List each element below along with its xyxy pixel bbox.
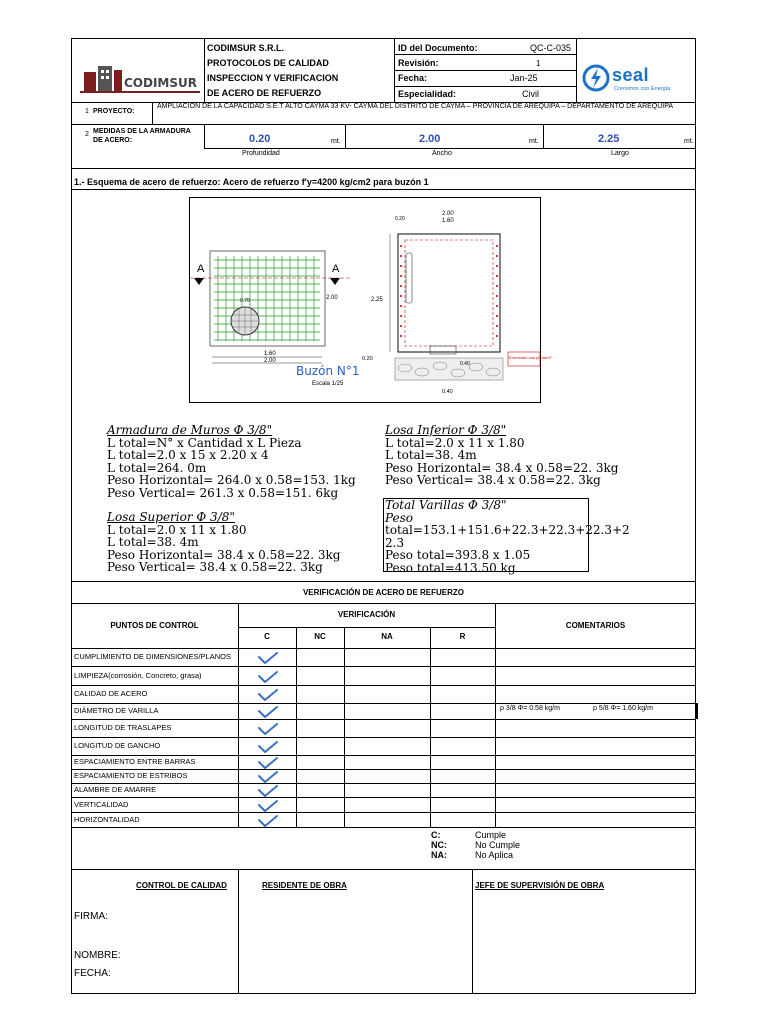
control-point-label: VERTICALIDAD [74, 799, 129, 809]
doc-id-label: ID del Documento: [398, 43, 478, 53]
measures-num: 2 [85, 131, 89, 138]
sig-supervisor: JEFE DE SUPERVISIÓN DE OBRA [475, 881, 605, 890]
control-point-label: DIÁMETRO DE VARILLA [74, 706, 159, 715]
sig-fecha: FECHA: [74, 968, 111, 979]
doc-id-value: QC-C-035 [530, 43, 572, 53]
calc-inferior-title: Losa Inferior Φ 3/8" [385, 423, 507, 437]
sig-firma: FIRMA: [74, 911, 108, 922]
legend-c-key: C: [431, 830, 441, 840]
section-width-2: 1.60 [442, 218, 454, 224]
calc-total-l1: Peso [385, 510, 414, 525]
control-point-label: ESPACIAMIENTO DE ESTRIBOS [74, 771, 188, 780]
control-point-label: LONGITUD DE TRASLAPES [74, 723, 172, 732]
project-num: 1 [85, 108, 89, 115]
calc-total-l4: Peso total=393.8 x 1.05 [385, 548, 531, 563]
check-icon[interactable] [258, 671, 278, 683]
calc-total [385, 499, 630, 575]
col-na: NA [381, 632, 393, 641]
calc-muros-l3: L total=264. 0m [107, 460, 207, 475]
buzon-title: Buzón N°1 [296, 364, 360, 378]
calc-total-l3: 2.3 [385, 535, 405, 550]
control-point-label: ALAMBRE DE AMARRE [74, 785, 157, 794]
section-width-1: 2.00 [442, 211, 454, 217]
calc-muros-l5: Peso Vertical= 261.3 x 0.58=151. 6kg [107, 485, 339, 500]
depth-label: Profundidad [242, 150, 280, 157]
calc-inferior-l2: L total=38. 4m [385, 448, 477, 463]
codimsur-logo-text: CODIMSUR [124, 76, 198, 90]
buzon-scale: Escala 1/25 [312, 381, 344, 387]
seal-name: seal [612, 65, 650, 85]
revision-value: 1 [536, 59, 541, 68]
calc-inferior [385, 424, 618, 487]
comment-rho38: ρ 3/8 Φ= 0.58 kg/m [500, 705, 560, 712]
legend-c-val: Cumple [475, 830, 507, 840]
measures-label-2: DE ACERO: [93, 137, 133, 144]
rebar-drawing [189, 197, 553, 403]
calc-inferior-l4: Peso Vertical= 38.4 x 0.58=22. 3kg [385, 473, 601, 488]
width-value: 2.00 [419, 133, 441, 145]
col-points: PUNTOS DE CONTROL [110, 621, 199, 630]
col-c: C [264, 632, 270, 641]
section-side: 0.40 [460, 361, 470, 367]
calc-muros-l1: L total=N° x Cantidad x L Pieza [107, 435, 302, 450]
col-verif: VERIFICACIÓN [337, 610, 396, 619]
col-nc: NC [314, 632, 326, 641]
sig-qc: CONTROL DE CALIDAD [136, 881, 227, 890]
control-point-label: CUMPLIMIENTO DE DIMENSIONES/PLANOS [74, 652, 231, 661]
header-line-4: DE ACERO DE REFUERZO [207, 88, 322, 98]
header-line-2: PROTOCOLOS DE CALIDAD [207, 58, 329, 68]
verification-title: VERIFICACIÓN DE ACERO DE REFUERZO [302, 588, 465, 597]
project-value: AMPLIACION DE LA CAPACIDAD S.E.T ALTO CAYMA 33 KV- CAYMA DEL DISTRITO DE CAYMA – PROVINCIA DE AREQUIPA – DEPARTAMENTO DE AREQUIPA [157, 103, 674, 110]
length-label: Largo [611, 150, 629, 157]
section-mark-left: A [197, 263, 205, 275]
col-comments: COMENTARIOS [565, 621, 626, 630]
calc-superior-l1: L total=2.0 x 11 x 1.80 [107, 522, 247, 537]
seal-tagline: Crecemos con Energía [614, 86, 671, 92]
check-icon[interactable] [258, 706, 278, 718]
calc-muros-title: Armadura de Muros Φ 3/8" [107, 423, 273, 437]
plan-width-1: 1.60 [264, 351, 276, 357]
calc-inferior-l3: Peso Horizontal= 38.4 x 0.58=22. 3kg [385, 460, 619, 475]
check-icon[interactable] [258, 652, 278, 664]
calc-muros-l2: L total=2.0 x 15 x 2.20 x 4 [107, 448, 269, 463]
specialty-value: Civil [522, 89, 539, 99]
project-label: PROYECTO: [93, 108, 135, 115]
section-base: 0.40 [442, 389, 453, 395]
calc-superior [107, 511, 340, 574]
check-icon[interactable] [258, 741, 278, 753]
calc-superior-title: Losa Superior Φ 3/8" [107, 510, 235, 524]
control-point-label: LIMPIEZA(corrosión, Concreto, grasa) [74, 670, 202, 680]
revision-label: Revisión: [398, 58, 439, 68]
calc-superior-l3: Peso Horizontal= 38.4 x 0.58=22. 3kg [107, 547, 341, 562]
section-bottom: 0.20 [362, 356, 373, 362]
comment-rho58: ρ 5/8 Φ= 1.60 kg/m [593, 705, 653, 712]
plan-height: 2.00 [326, 295, 338, 301]
section-height: 2.25 [371, 297, 383, 303]
sig-resident: RESIDENTE DE OBRA [262, 881, 347, 890]
company-name: CODIMSUR S.R.L. [207, 43, 285, 53]
section-view [362, 211, 553, 395]
calc-total-title: Total Varillas Φ 3/8" [385, 498, 507, 512]
length-unit: mt. [684, 138, 694, 145]
measures-label-1: MEDIDAS DE LA ARMADURA [93, 128, 191, 135]
col-r: R [459, 632, 466, 641]
calc-muros [107, 424, 356, 500]
calc-inferior-l1: L total=2.0 x 11 x 1.80 [385, 435, 525, 450]
depth-unit: mt. [331, 138, 341, 145]
calc-total-l2: total=153.1+151.6+22.3+22.3+22.3+2 [385, 523, 630, 538]
legend-na-val: No Aplica [475, 850, 514, 860]
calc-total-l5: Peso total=413.50 kg [385, 560, 516, 575]
plan-view [190, 251, 350, 364]
check-icon[interactable] [258, 800, 278, 812]
control-point-label: CALIDAD DE ACERO [74, 689, 148, 698]
depth-value: 0.20 [249, 133, 271, 145]
section-mark-right: A [332, 263, 340, 275]
calc-superior-l2: L total=38. 4m [107, 535, 199, 550]
check-icon[interactable] [258, 771, 278, 783]
plan-width-2: 2.00 [264, 358, 276, 364]
date-label: Fecha: [398, 73, 428, 83]
sig-nombre: NOMBRE: [74, 950, 121, 961]
width-unit: mt. [529, 138, 539, 145]
legend-nc-key: NC: [431, 840, 447, 850]
legend-na-key: NA: [431, 850, 447, 860]
length-value: 2.25 [598, 133, 620, 145]
check-icon[interactable] [258, 689, 278, 701]
check-icon[interactable] [258, 785, 278, 797]
date-value: Jan-25 [510, 73, 538, 83]
width-label: Ancho [432, 150, 452, 157]
control-point-label: HORIZONTALIDAD [74, 814, 140, 824]
specialty-label: Especialidad: [398, 89, 457, 99]
control-point-label: LONGITUD DE GANCHO [74, 741, 161, 750]
schema-title: 1.- Esquema de acero de refuerzo: Acero de refuerzo f'y=4200 kg/cm2 para buzón 1 [74, 177, 429, 187]
section-top: 0.20 [395, 216, 405, 222]
calc-muros-l4: Peso Horizontal= 264.0 x 0.58=153. 1kg [107, 473, 356, 488]
control-point-label: ESPACIAMIENTO ENTRE BARRAS [74, 757, 196, 766]
check-icon[interactable] [258, 815, 278, 827]
header-line-3: INSPECCION Y VERIFICACION [207, 73, 339, 83]
legend-nc-val: No Cumple [475, 840, 521, 850]
check-icon[interactable] [258, 723, 278, 735]
check-icon[interactable] [258, 757, 278, 769]
section-note: Enrrocado con piedra 6" [509, 355, 553, 360]
plan-small: 0.70 [240, 298, 250, 304]
calc-superior-l4: Peso Vertical= 38.4 x 0.58=22. 3kg [107, 560, 323, 575]
